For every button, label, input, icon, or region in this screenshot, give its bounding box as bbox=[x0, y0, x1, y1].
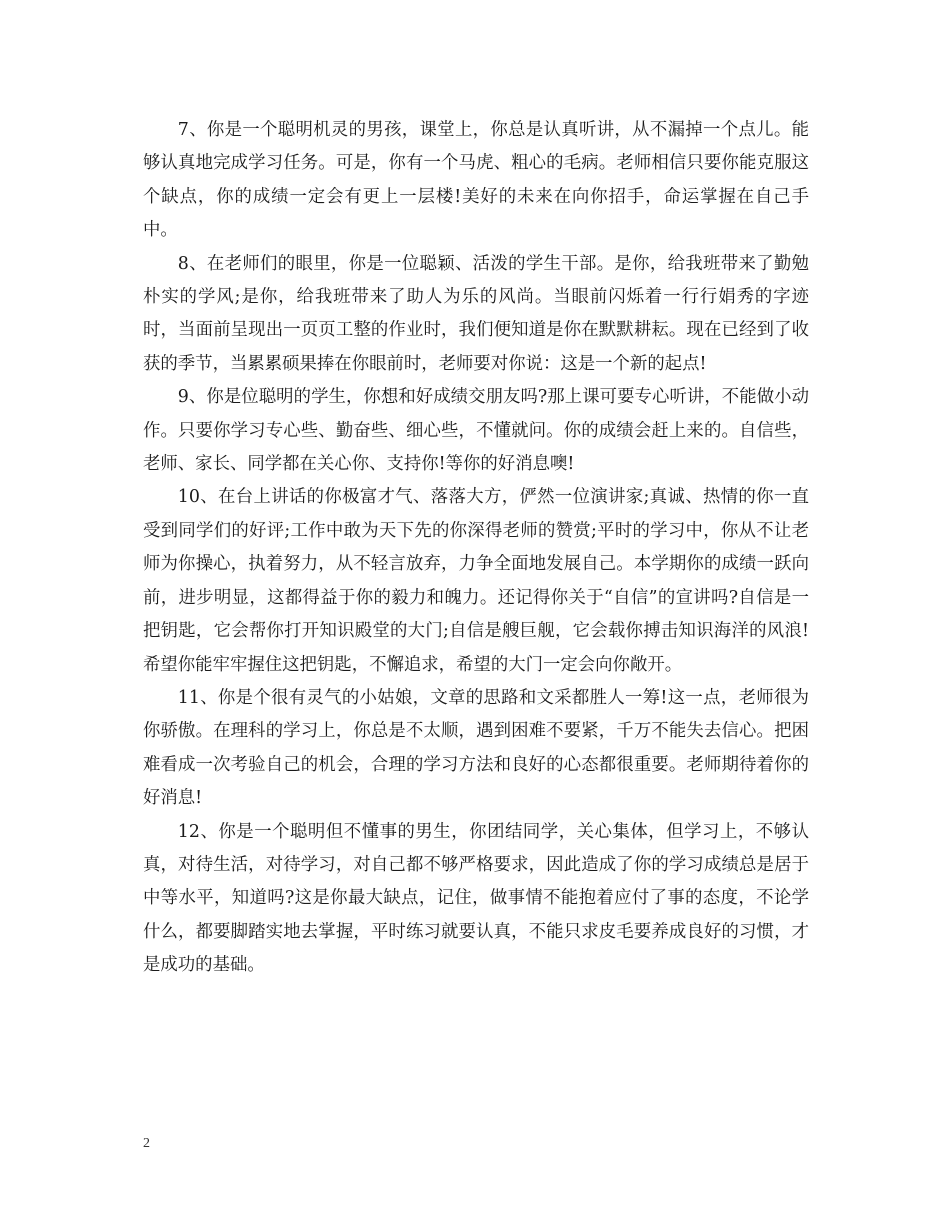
paragraph-7: 7、你是一个聪明机灵的男孩，课堂上，你总是认真听讲，从不漏掉一个点儿。能够认真地完成学习任务。可是，你有一个马虎、粗心的毛病。老师相信只要你能克服这个缺点，你的成绩一定会有更上一层楼!美好的未来在向你招手，命运掌握在自己手中。 bbox=[143, 120, 809, 241]
page-number: 2 bbox=[143, 1136, 150, 1151]
paragraph-8: 8、在老师们的眼里，你是一位聪颖、活泼的学生干部。是你，给我班带来了勤勉朴实的学风;是你，给我班带来了助人为乐的风尚。当眼前闪烁着一行行娟秀的字迹时，当面前呈现出一页页工整的作业时，我们便知道是你在默默耕耘。现在已经到了收获的季节，当累累硕果捧在你眼前时，老师要对你说：这是一个新的起点! bbox=[143, 253, 809, 374]
paragraph-9: 9、你是位聪明的学生，你想和好成绩交朋友吗?那上课可要专心听讲，不能做小动作。只要你学习专心些、勤奋些、细心些，不懂就问。你的成绩会赶上来的。自信些，老师、家长、同学都在关心你、支持你!等你的好消息噢! bbox=[143, 387, 809, 475]
paragraph-11: 11、你是个很有灵气的小姑娘，文章的思路和文采都胜人一筹!这一点，老师很为你骄傲。在理科的学习上，你总是不太顺，遇到困难不要紧，千万不能失去信心。把困难看成一次考验自己的机会，合理的学习方法和良好的心态都很重要。老师期待着你的好消息! bbox=[143, 687, 809, 809]
document-body bbox=[143, 114, 809, 983]
paragraph-10: 10、在台上讲话的你极富才气、落落大方，俨然一位演讲家;真诚、热情的你一直受到同学们的好评;工作中敢为天下先的你深得老师的赞赏;平时的学习中，你从不让老师为你操心，执着努力，从不轻言放弃，力争全面地发展自己。本学期你的成绩一跃向前，进步明显，这都得益于你的毅力和魄力。还记得你关于“自信”的宣讲吗?自信是一把钥匙，它会帮你打开知识殿堂的大门;自信是艘巨舰，它会载你搏击知识海洋的风浪!希望你能牢牢握住这把钥匙，不懈追求，希望的大门一定会向你敞开。 bbox=[143, 487, 809, 675]
paragraph-12: 12、你是一个聪明但不懂事的男生，你团结同学，关心集体，但学习上，不够认真，对待生活，对待学习，对自己都不够严格要求，因此造成了你的学习成绩总是居于中等水平，知道吗?这是你最大缺点，记住，做事情不能抱着应付了事的态度，不论学什么，都要脚踏实地去掌握，平时练习就要认真，不能只求皮毛要养成良好的习惯，才是成功的基础。 bbox=[143, 821, 809, 976]
